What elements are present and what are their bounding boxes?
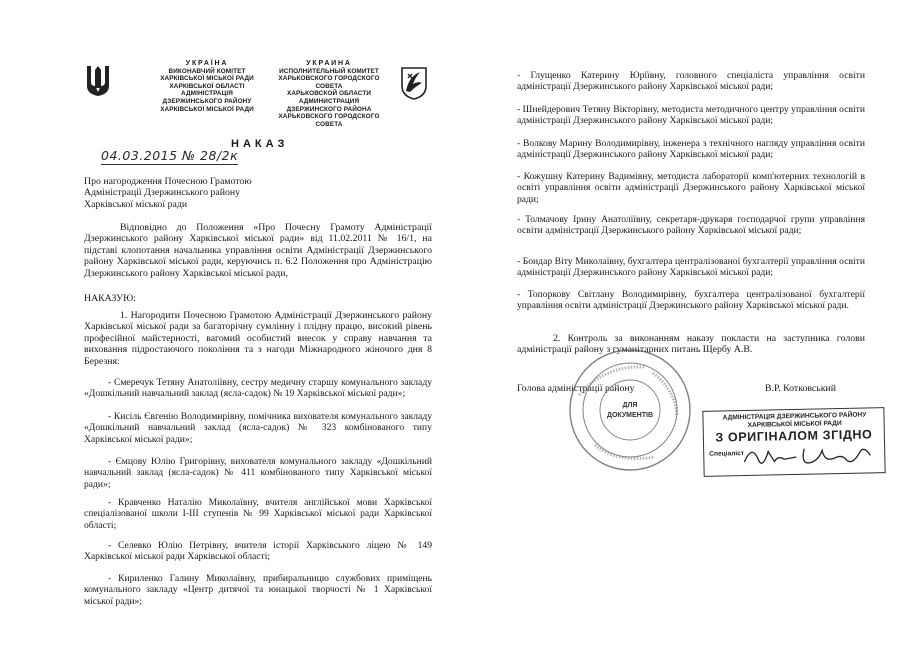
list-item: - Кисіль Євгенію Володимирівну, помічника вихователя комунального закладу «Дошкільний навчальний заклад (ясла-садок) № 323 комбінованого типу Харківської міської ради»; [84,411,432,445]
list-item: - Кожушну Катерину Вадимівну, методиста лабораторії комп'ютерних технологій в освіті управління освіти адміністрації Дзержинського району Харківської міської ради; [517,171,865,205]
letterhead-line: ХАРКІВСЬКОЇ МІСЬКОЇ РАДИ [160,75,254,83]
preamble [84,222,432,279]
letterhead-line: ИСПОЛНИТЕЛЬНЫЙ КОМИТЕТ [279,67,379,75]
list-item: - Толмачову Ірину Анатоліївну, секретаря-друкаря господарчої групи управління освіти адміністрації Дзержинського району Харківської міської ради; [517,214,865,237]
letterhead-line: ХАРЬКОВСКОГО ГОРОДСКОГО СОВЕТА [278,113,380,128]
stamp-line: АДМІНІСТРАЦІЯ ДЗЕРЖИНСЬКОГО РАЙОНУ [722,411,867,422]
subject-line: Адміністрації Дзержинського району [84,187,241,199]
order-title: НАКАЗ [231,138,289,150]
list-item: - Кириленко Галину Миколаївну, прибиральницю службових приміщень комунального закладу «Центр дитячої та юнацької творчості № 1 Харківської міської ради»; [84,573,432,607]
order-subject [84,176,324,210]
list-item: - Селевко Юлію Петрівну, вчителя історії Харківського ліцею № 149 Харківської міської ради Харківської області; [84,540,432,563]
trident-emblem-icon [84,64,112,98]
stamp-main-text: З ОРИГІНАЛОМ ЗГІДНО [715,427,873,445]
letterhead-ukrainian [142,60,272,113]
seal-text: ДОКУМЕНТІВ [606,412,654,419]
preamble-text: Відповідно до Положення «Про Почесну Грамоту Адміністрації Дзержинського району Харківської міської ради» від 11.02.2011 № 16/1, на підставі клопотання начальника управління освіти Адміністрації Дзержинського району Харківської міської ради, керуючись п. 6.2 Положення про Адміністрацію Дзержинського району Харківської міської ради, [84,222,432,279]
certification-stamp [702,407,885,477]
letterhead-russian [268,60,390,128]
letterhead-line: ХАРЬКОВСКОЙ ОБЛАСТИ [286,90,372,98]
subject-line: Харківської міської ради [84,198,188,210]
point-two-text: 2. Контроль за виконанням наказу покласти на заступника голови адміністрації району з гуманітарних питань Щербу А.В. [517,333,865,356]
letterhead-country: УКРАЇНА [185,60,229,67]
letterhead-line: ХАРКІВСЬКОЇ ОБЛАСТІ [169,82,245,90]
list-item: - Топоркову Світлану Володимирівну, бухгалтера централізованої бухгалтерії управління освіти адміністрації Дзержинського району Харківської міської ради. [517,289,865,312]
letterhead-line: АДМИНИСТРАЦИЯ [298,97,360,105]
signatory-title: Голова адміністрації району [517,383,635,394]
letterhead-line: ХАРЬКОВСКОГО ГОРОДСКОГО СОВЕТА [278,75,380,90]
order-word: НАКАЗУЮ: [84,293,136,304]
list-item: - Шнейдерович Тетяну Вікторівну, методиста методичного центру управління освіти адміністрації Дзержинського району Харківської міської ради; [517,104,865,127]
letterhead-line: ДЗЕРЖИНСЬКОГО РАЙОНУ [162,97,252,105]
letterhead-line: АДМІНІСТРАЦІЯ [181,90,233,98]
point-one [84,310,432,367]
city-emblem-icon [400,66,428,100]
letterhead-country: УКРАИНА [306,60,352,67]
seal-text: ДЛЯ [622,402,638,409]
list-item: - Бондар Віту Миколаївну, бухгалтера централізованої бухгалтерії управління освіти адміністрації Дзержинського району Харківської міської ради; [517,256,865,279]
letterhead-line: ДЗЕРЖИНСКОГО РАЙОНА [286,105,372,113]
point-one-text: 1. Нагородити Почесною Грамотою Адміністрації Дзержинського району Харківської міської ради за багаторічну сумлінну і плідну працю, високий рівень професійної майстерності, вагомий особистий внесок у справу навчання та виховання підростаючого покоління та з нагоди Міжнародного жіночого дня 8 Березня: [84,310,432,367]
stamp-line: ХАРКІВСЬКОЇ МІСЬКОЇ РАДИ [747,419,842,429]
order-date-number: 04.03.2015 № 28/2к [101,148,239,163]
letterhead-line: ХАРКІВСЬКОЇ МІСЬКОЇ РАДИ [160,105,254,113]
list-item: - Кравченко Наталію Миколаївну, вчителя англійської мови Харківської спеціалізованої школи І-ІІІ ступенів № 99 Харківської міської ради Харківської області; [84,497,432,531]
letterhead-line: ВИКОНАВЧИЙ КОМІТЕТ [168,67,246,75]
stamp-specialist-label: Спеціаліст [709,450,745,458]
round-seal-icon [565,345,695,475]
signatory-name: В.Р. Котковський [765,383,836,394]
list-item: - Ємцову Юлію Григорівну, вихователя комунального закладу «Дошкільний навчальний заклад (ясла-садок) № 411 комбінованого типу Харківської міської ради»; [84,456,432,490]
subject-line: Про нагородження Почесною Грамотою [84,176,252,187]
list-item: - Глущенко Катерину Юріївну, головного спеціаліста управління освіти адміністрації Дзержинського району Харківської міської ради; [517,70,865,93]
list-item: - Смеречук Тетяну Анатоліївну, сестру медичну старшу комунального закладу «Дошкільний навчальний заклад (ясла-садок) № 19 Харківської міської ради»; [84,377,432,400]
list-item: - Волкову Марину Володимирівну, інженера з технічного нагляду управління освіти адміністрації Дзержинського району Харківської міської ради; [517,138,865,161]
handwritten-signature-icon [738,437,879,472]
